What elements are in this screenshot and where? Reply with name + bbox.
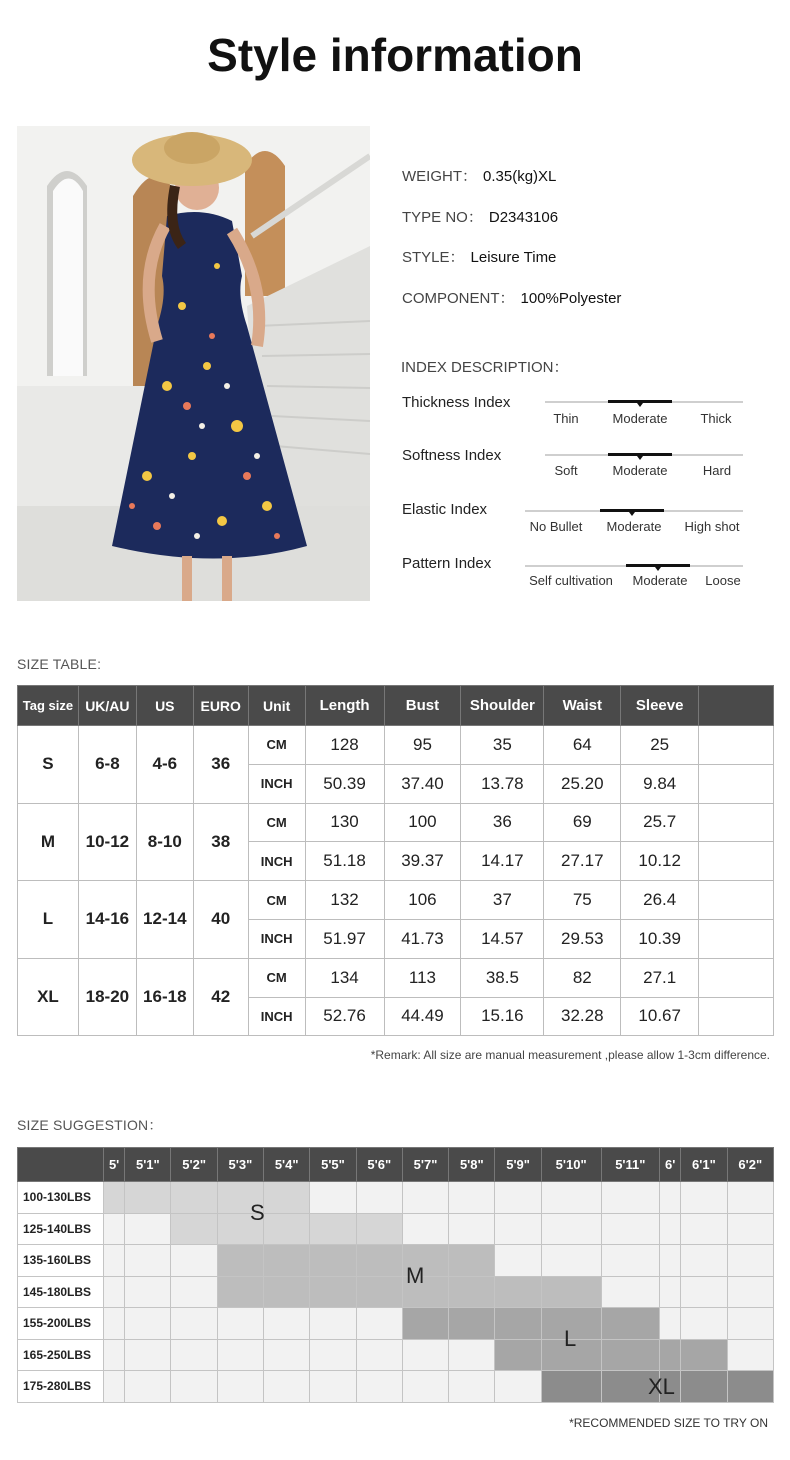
shoulder-cell: 15.16 xyxy=(461,997,544,1036)
grid-cell xyxy=(310,1371,356,1403)
size-cell-s xyxy=(264,1182,310,1214)
grid-cell xyxy=(356,1339,402,1371)
height-header: 6'1" xyxy=(681,1148,727,1182)
size-cell-m xyxy=(356,1245,402,1277)
grid-cell xyxy=(217,1339,263,1371)
weight-label: 175-280LBS xyxy=(18,1371,104,1403)
empty-cell xyxy=(699,881,774,920)
weight-label: 145-180LBS xyxy=(18,1276,104,1308)
grid-cell xyxy=(125,1213,171,1245)
tag-size-cell: XL xyxy=(18,958,79,1036)
grid-cell xyxy=(541,1182,601,1214)
grid-cell xyxy=(402,1339,448,1371)
grid-cell xyxy=(541,1245,601,1277)
bust-cell: 44.49 xyxy=(384,997,461,1036)
spec-style-value: Leisure Time xyxy=(470,249,557,266)
grid-cell xyxy=(125,1276,171,1308)
pattern-index-label: Pattern Index xyxy=(402,555,492,572)
size-cell-l xyxy=(660,1339,681,1371)
us-cell: 12-14 xyxy=(136,881,193,959)
waist-cell: 32.28 xyxy=(544,997,621,1036)
elastic-index-min: No Bullet xyxy=(529,519,583,534)
softness-index-min: Soft xyxy=(554,463,578,478)
tag-size-cell: L xyxy=(18,881,79,959)
euro-cell: 38 xyxy=(193,803,248,881)
size-cell-s xyxy=(171,1182,217,1214)
recommended-note: *RECOMMENDED SIZE TO TRY ON xyxy=(569,1416,768,1430)
length-cell: 52.76 xyxy=(305,997,384,1036)
grid-cell xyxy=(171,1371,217,1403)
height-header: 5'9" xyxy=(495,1148,541,1182)
header-us: US xyxy=(136,686,193,726)
table-row xyxy=(18,726,774,765)
size-table-header xyxy=(18,686,774,726)
height-header: 5'5" xyxy=(310,1148,356,1182)
elastic-index-mid: Moderate xyxy=(606,519,662,534)
grid-cell xyxy=(125,1371,171,1403)
height-header: 5'1" xyxy=(125,1148,171,1182)
size-cell-l xyxy=(601,1308,659,1340)
height-header: 5'7" xyxy=(402,1148,448,1182)
grid-cell xyxy=(541,1213,601,1245)
empty-cell xyxy=(699,919,774,958)
euro-cell: 36 xyxy=(193,726,248,804)
empty-cell xyxy=(699,842,774,881)
header-uk-au: UK/AU xyxy=(78,686,136,726)
grid-cell xyxy=(171,1276,217,1308)
waist-cell: 25.20 xyxy=(544,764,621,803)
size-table-label: SIZE TABLE: xyxy=(17,656,102,672)
grid-cell xyxy=(125,1308,171,1340)
grid-cell xyxy=(495,1245,541,1277)
unit-cell: INCH xyxy=(248,764,305,803)
grid-cell xyxy=(264,1371,310,1403)
product-photo xyxy=(17,126,370,601)
grid-cell xyxy=(681,1213,727,1245)
waist-cell: 27.17 xyxy=(544,842,621,881)
softness-index-label: Softness Index xyxy=(402,447,502,464)
elastic-index-max: High shot xyxy=(684,519,740,534)
table-row xyxy=(18,803,774,842)
header-length: Length xyxy=(305,686,384,726)
softness-index-mid: Moderate xyxy=(612,463,668,478)
size-table xyxy=(17,685,774,1036)
uk-au-cell: 10-12 xyxy=(78,803,136,881)
grid-cell xyxy=(402,1182,448,1214)
size-cell-m xyxy=(264,1276,310,1308)
waist-cell: 82 xyxy=(544,958,621,997)
table-row xyxy=(18,1182,774,1214)
waist-cell: 75 xyxy=(544,881,621,920)
length-cell: 130 xyxy=(305,803,384,842)
shoulder-cell: 14.17 xyxy=(461,842,544,881)
size-cell-s xyxy=(171,1213,217,1245)
shoulder-cell: 13.78 xyxy=(461,764,544,803)
euro-cell: 40 xyxy=(193,881,248,959)
grid-cell xyxy=(402,1371,448,1403)
grid-cell xyxy=(449,1371,495,1403)
grid-cell xyxy=(171,1308,217,1340)
us-cell: 16-18 xyxy=(136,958,193,1036)
size-cell-l xyxy=(495,1308,541,1340)
spec-style-key: STYLE： xyxy=(402,249,465,266)
euro-cell: 42 xyxy=(193,958,248,1036)
grid-cell xyxy=(449,1339,495,1371)
spec-component-key: COMPONENT： xyxy=(402,290,515,307)
grid-cell xyxy=(681,1276,727,1308)
grid-cell xyxy=(495,1182,541,1214)
spec-type-no xyxy=(402,206,558,227)
header-empty xyxy=(699,686,774,726)
spec-type-key: TYPE NO： xyxy=(402,209,483,226)
empty-cell xyxy=(699,803,774,842)
bust-cell: 100 xyxy=(384,803,461,842)
grid-cell xyxy=(356,1182,402,1214)
table-row xyxy=(18,1245,774,1277)
grid-cell xyxy=(727,1213,773,1245)
shoulder-cell: 36 xyxy=(461,803,544,842)
height-header: 5' xyxy=(104,1148,125,1182)
length-cell: 132 xyxy=(305,881,384,920)
size-mark-m: M xyxy=(406,1263,425,1288)
tag-size-cell: S xyxy=(18,726,79,804)
height-header: 5'10" xyxy=(541,1148,601,1182)
table-row xyxy=(18,1339,774,1371)
grid-cell xyxy=(495,1371,541,1403)
spec-component xyxy=(402,287,621,308)
grid-cell xyxy=(171,1339,217,1371)
size-mark-s: S xyxy=(250,1200,265,1225)
page-title: Style information xyxy=(207,29,583,81)
grid-cell xyxy=(310,1308,356,1340)
height-header: 5'11" xyxy=(601,1148,659,1182)
length-cell: 51.18 xyxy=(305,842,384,881)
size-cell-m xyxy=(449,1245,495,1277)
waist-cell: 64 xyxy=(544,726,621,765)
waist-cell: 69 xyxy=(544,803,621,842)
grid-cell xyxy=(104,1308,125,1340)
bust-cell: 106 xyxy=(384,881,461,920)
height-header: 5'3" xyxy=(217,1148,263,1182)
unit-cell: INCH xyxy=(248,919,305,958)
shoulder-cell: 14.57 xyxy=(461,919,544,958)
header-waist: Waist xyxy=(544,686,621,726)
grid-cell xyxy=(104,1213,125,1245)
height-header: 5'6" xyxy=(356,1148,402,1182)
header-unit: Unit xyxy=(248,686,305,726)
size-cell-xl xyxy=(541,1371,601,1403)
grid-cell xyxy=(660,1308,681,1340)
size-cell-s xyxy=(310,1213,356,1245)
us-cell: 8-10 xyxy=(136,803,193,881)
sleeve-cell: 10.12 xyxy=(621,842,699,881)
weight-label: 155-200LBS xyxy=(18,1308,104,1340)
length-cell: 134 xyxy=(305,958,384,997)
header-sleeve: Sleeve xyxy=(621,686,699,726)
size-cell-l xyxy=(449,1308,495,1340)
weight-label: 100-130LBS xyxy=(18,1182,104,1214)
bust-cell: 95 xyxy=(384,726,461,765)
size-cell-xl xyxy=(681,1371,727,1403)
unit-cell: CM xyxy=(248,958,305,997)
size-mark-l: L xyxy=(564,1326,577,1351)
bust-cell: 39.37 xyxy=(384,842,461,881)
grid-cell xyxy=(601,1182,659,1214)
sleeve-cell: 25 xyxy=(621,726,699,765)
grid-cell xyxy=(356,1371,402,1403)
header-bust: Bust xyxy=(384,686,461,726)
weight-label: 135-160LBS xyxy=(18,1245,104,1277)
height-header: 6'2" xyxy=(727,1148,773,1182)
shoulder-cell: 35 xyxy=(461,726,544,765)
grid-cell xyxy=(104,1371,125,1403)
spec-weight-value: 0.35(kg)XL xyxy=(483,168,557,185)
spec-type-value: D2343106 xyxy=(488,209,559,226)
size-cell-l xyxy=(495,1339,541,1371)
size-cell-m xyxy=(264,1245,310,1277)
grid-cell xyxy=(449,1182,495,1214)
sleeve-cell: 10.39 xyxy=(621,919,699,958)
grid-cell xyxy=(727,1245,773,1277)
elastic-index-label: Elastic Index xyxy=(402,501,488,518)
height-header: 5'2" xyxy=(171,1148,217,1182)
empty-cell xyxy=(699,997,774,1036)
sleeve-cell: 9.84 xyxy=(621,764,699,803)
size-cell-l xyxy=(601,1339,659,1371)
unit-cell: CM xyxy=(248,881,305,920)
table-row xyxy=(18,958,774,997)
bust-cell: 113 xyxy=(384,958,461,997)
grid-cell xyxy=(264,1339,310,1371)
size-cell-xl xyxy=(727,1371,773,1403)
spec-weight xyxy=(402,165,556,186)
height-header: 6' xyxy=(660,1148,681,1182)
thickness-index-mid: Moderate xyxy=(612,411,668,426)
unit-cell: INCH xyxy=(248,997,305,1036)
empty-cell xyxy=(699,726,774,765)
bust-cell: 41.73 xyxy=(384,919,461,958)
size-cell-m xyxy=(356,1276,402,1308)
size-cell-m xyxy=(310,1276,356,1308)
grid-cell xyxy=(449,1213,495,1245)
grid-cell xyxy=(171,1245,217,1277)
us-cell: 4-6 xyxy=(136,726,193,804)
size-mark-xl: XL xyxy=(648,1374,675,1399)
bust-cell: 37.40 xyxy=(384,764,461,803)
size-cell-s xyxy=(356,1213,402,1245)
pattern-index-mid: Moderate xyxy=(632,573,688,588)
grid-cell xyxy=(402,1213,448,1245)
size-cell-m xyxy=(449,1276,495,1308)
size-cell-m xyxy=(217,1276,263,1308)
grid-cell xyxy=(727,1308,773,1340)
grid-cell xyxy=(125,1245,171,1277)
pattern-index-min: Self cultivation xyxy=(529,573,613,588)
weight-label: 125-140LBS xyxy=(18,1213,104,1245)
table-row xyxy=(18,1213,774,1245)
grid-cell xyxy=(310,1182,356,1214)
grid-cell xyxy=(601,1245,659,1277)
pattern-index-pointer xyxy=(655,567,661,571)
grid-cell xyxy=(660,1245,681,1277)
grid-cell xyxy=(104,1276,125,1308)
height-header: 5'8" xyxy=(449,1148,495,1182)
size-cell-m xyxy=(495,1276,541,1308)
grid-cell xyxy=(681,1308,727,1340)
length-cell: 51.97 xyxy=(305,919,384,958)
uk-au-cell: 14-16 xyxy=(78,881,136,959)
table-row xyxy=(18,1276,774,1308)
grid-cell xyxy=(727,1339,773,1371)
size-cell-m xyxy=(310,1245,356,1277)
grid-cell xyxy=(601,1213,659,1245)
grid-cell xyxy=(217,1371,263,1403)
grid-corner xyxy=(18,1148,104,1182)
softness-index-pointer xyxy=(637,456,643,460)
uk-au-cell: 18-20 xyxy=(78,958,136,1036)
empty-cell xyxy=(699,764,774,803)
grid-cell xyxy=(660,1182,681,1214)
size-cell-l xyxy=(681,1339,727,1371)
grid-cell xyxy=(660,1213,681,1245)
uk-au-cell: 6-8 xyxy=(78,726,136,804)
grid-cell xyxy=(310,1339,356,1371)
waist-cell: 29.53 xyxy=(544,919,621,958)
header-tag-size: Tag size xyxy=(18,686,79,726)
grid-cell xyxy=(125,1339,171,1371)
table-row xyxy=(18,881,774,920)
spec-style xyxy=(402,246,556,267)
size-cell-s xyxy=(104,1182,125,1214)
sleeve-cell: 10.67 xyxy=(621,997,699,1036)
size-cell-m xyxy=(217,1245,263,1277)
grid-cell xyxy=(356,1308,402,1340)
unit-cell: CM xyxy=(248,726,305,765)
size-cell-s xyxy=(125,1182,171,1214)
weight-label: 165-250LBS xyxy=(18,1339,104,1371)
shoulder-cell: 38.5 xyxy=(461,958,544,997)
sleeve-cell: 25.7 xyxy=(621,803,699,842)
thickness-index-label: Thickness Index xyxy=(402,394,511,411)
tag-size-cell: M xyxy=(18,803,79,881)
unit-cell: INCH xyxy=(248,842,305,881)
grid-cell xyxy=(104,1245,125,1277)
grid-cell xyxy=(660,1276,681,1308)
grid-cell xyxy=(727,1182,773,1214)
size-suggestion-label: SIZE SUGGESTION： xyxy=(17,1117,163,1133)
length-cell: 50.39 xyxy=(305,764,384,803)
length-cell: 128 xyxy=(305,726,384,765)
size-cell-s xyxy=(264,1213,310,1245)
sleeve-cell: 27.1 xyxy=(621,958,699,997)
unit-cell: CM xyxy=(248,803,305,842)
table-row xyxy=(18,1308,774,1340)
grid-cell xyxy=(681,1245,727,1277)
thickness-index-min: Thin xyxy=(553,411,579,426)
thickness-index-pointer xyxy=(637,403,643,407)
size-cell-l xyxy=(402,1308,448,1340)
grid-cell xyxy=(104,1339,125,1371)
softness-index-max: Hard xyxy=(702,463,732,478)
header-euro: EURO xyxy=(193,686,248,726)
size-suggestion-grid xyxy=(17,1147,774,1403)
grid-cell xyxy=(681,1182,727,1214)
thickness-index-max: Thick xyxy=(700,411,732,426)
height-header: 5'4" xyxy=(264,1148,310,1182)
grid-cell xyxy=(495,1213,541,1245)
grid-cell xyxy=(601,1276,659,1308)
spec-component-value: 100%Polyester xyxy=(520,290,622,307)
pattern-index-max: Loose xyxy=(705,573,741,588)
grid-cell xyxy=(264,1308,310,1340)
shoulder-cell: 37 xyxy=(461,881,544,920)
empty-cell xyxy=(699,958,774,997)
sleeve-cell: 26.4 xyxy=(621,881,699,920)
elastic-index-pointer xyxy=(629,512,635,516)
index-description-title: INDEX DESCRIPTION： xyxy=(401,359,569,376)
grid-cell xyxy=(727,1276,773,1308)
spec-weight-key: WEIGHT： xyxy=(402,168,477,185)
size-cell-m xyxy=(541,1276,601,1308)
size-suggestion-header xyxy=(18,1148,774,1182)
size-remark: *Remark: All size are manual measurement ,please allow 1-3cm difference. xyxy=(370,1048,770,1062)
header-shoulder: Shoulder xyxy=(461,686,544,726)
grid-cell xyxy=(217,1308,263,1340)
